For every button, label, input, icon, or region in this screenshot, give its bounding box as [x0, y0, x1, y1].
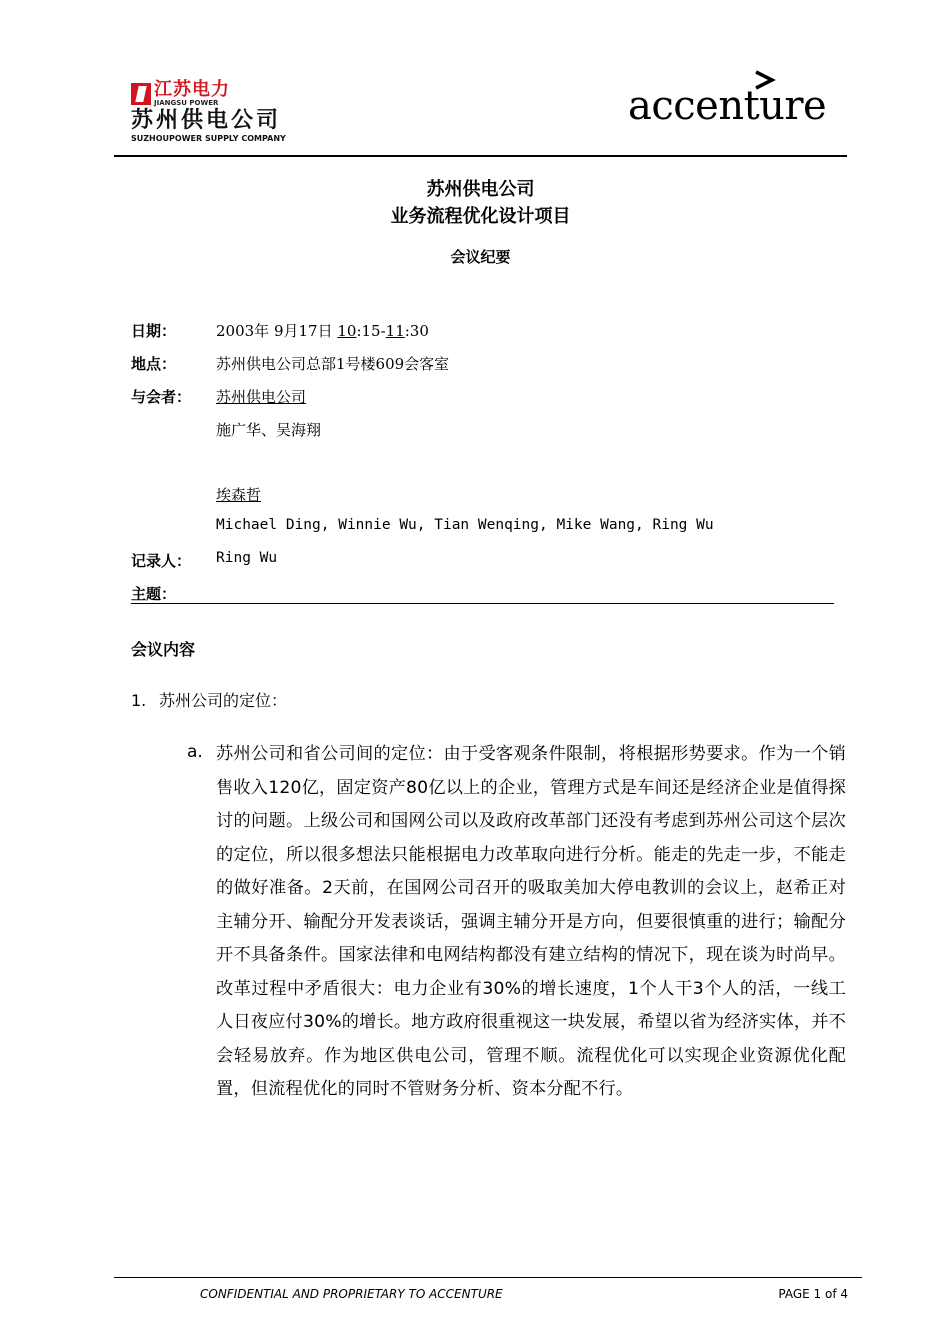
subject-underline: [131, 603, 834, 604]
date-label: 日期：: [131, 322, 177, 340]
recorder-label: 记录人：: [131, 552, 192, 570]
jiangsu-power-cn: 江苏电力: [154, 79, 230, 100]
attendees-accenture: Michael Ding, Winnie Wu, Tian Wenqing, Mike Wang, Ring Wu: [216, 517, 714, 533]
subject-label: 主题：: [131, 585, 177, 603]
content-heading: 会议内容: [131, 640, 196, 659]
recorder-value: Ring Wu: [216, 550, 278, 566]
list-item-1-number: 1.: [131, 691, 147, 710]
date-text: 2003年 9月17日: [216, 322, 338, 340]
list-item-1: [131, 688, 287, 711]
time-mid: :15-: [356, 322, 386, 340]
suzhou-power-logo: [131, 79, 306, 148]
time-end-rest: :30: [404, 322, 429, 340]
location-value: 苏州供电公司总部1号楼609会客室: [216, 355, 450, 373]
attendees-label: 与会者：: [131, 388, 192, 406]
attendee-group-accenture: 埃森哲: [216, 486, 262, 504]
time-start-hour: 10: [337, 322, 357, 340]
accenture-logo: [628, 70, 843, 130]
title-company: 苏州供电公司: [426, 179, 535, 200]
jiangsu-power-mark-icon: [131, 83, 151, 105]
header-divider: [114, 155, 847, 157]
footer-confidential: CONFIDENTIAL AND PROPRIETARY TO ACCENTURE: [200, 1287, 503, 1301]
list-item-1-text: 苏州公司的定位：: [159, 691, 288, 710]
sub-item-a-text: 苏州公司和省公司间的定位：由于受客观条件限制，将根据形势要求。作为一个销售收入120亿，固定资产80亿以上的企业，管理方式是车间还是经济企业是值得探讨的问题。上级公司和国网公司以及政府改革部门还没有考虑到苏州公司这个层次的定位，所以很多想法只能根据电力改革取向进行分析。能走的先走一步，不能走的做好准备。2天前，在国网公司召开的吸取美加大停电教训的会议上，赵希正对主辅分开、输配分开发表谈话，强调主辅分开是方向，但要很慎重的进行；输配分开不具备条件。国家法律和电网结构都没有建立结构的情况下，现在谈为时尚早。改革过程中矛盾很大：电力企业有30%的增长速度，1个人干3个人的活，一线工人日夜应付30%的增长。地方政府很重视这一块发展，希望以省为经济实体，并不会轻易放弃。作为地区供电公司，管理不顺。流程优化可以实现企业资源优化配置，但流程优化的同时不管财务分析、资本分配不行。: [216, 744, 846, 1099]
sub-item-a-label: a.: [187, 742, 203, 762]
suzhou-company-cn: 苏州供电公司: [131, 108, 282, 133]
jiangsu-power-en: JIANGSU POWER: [154, 99, 219, 107]
footer-divider: [114, 1277, 862, 1278]
suzhou-company-en: SUZHOUPOWER SUPPLY COMPANY: [131, 134, 286, 143]
date-value: [216, 320, 429, 341]
time-end-hour: 11: [385, 322, 405, 340]
title-project: 业务流程优化设计项目: [390, 206, 571, 227]
location-label: 地点：: [131, 355, 177, 373]
title-meeting-minutes: 会议纪要: [450, 248, 511, 266]
attendees-suzhou: 施广华、吴海翔: [216, 421, 322, 439]
accenture-wordmark: accenture: [628, 83, 827, 129]
footer-page-number: PAGE 1 of 4: [778, 1287, 848, 1301]
attendee-group-suzhou: 苏州供电公司: [216, 388, 307, 406]
